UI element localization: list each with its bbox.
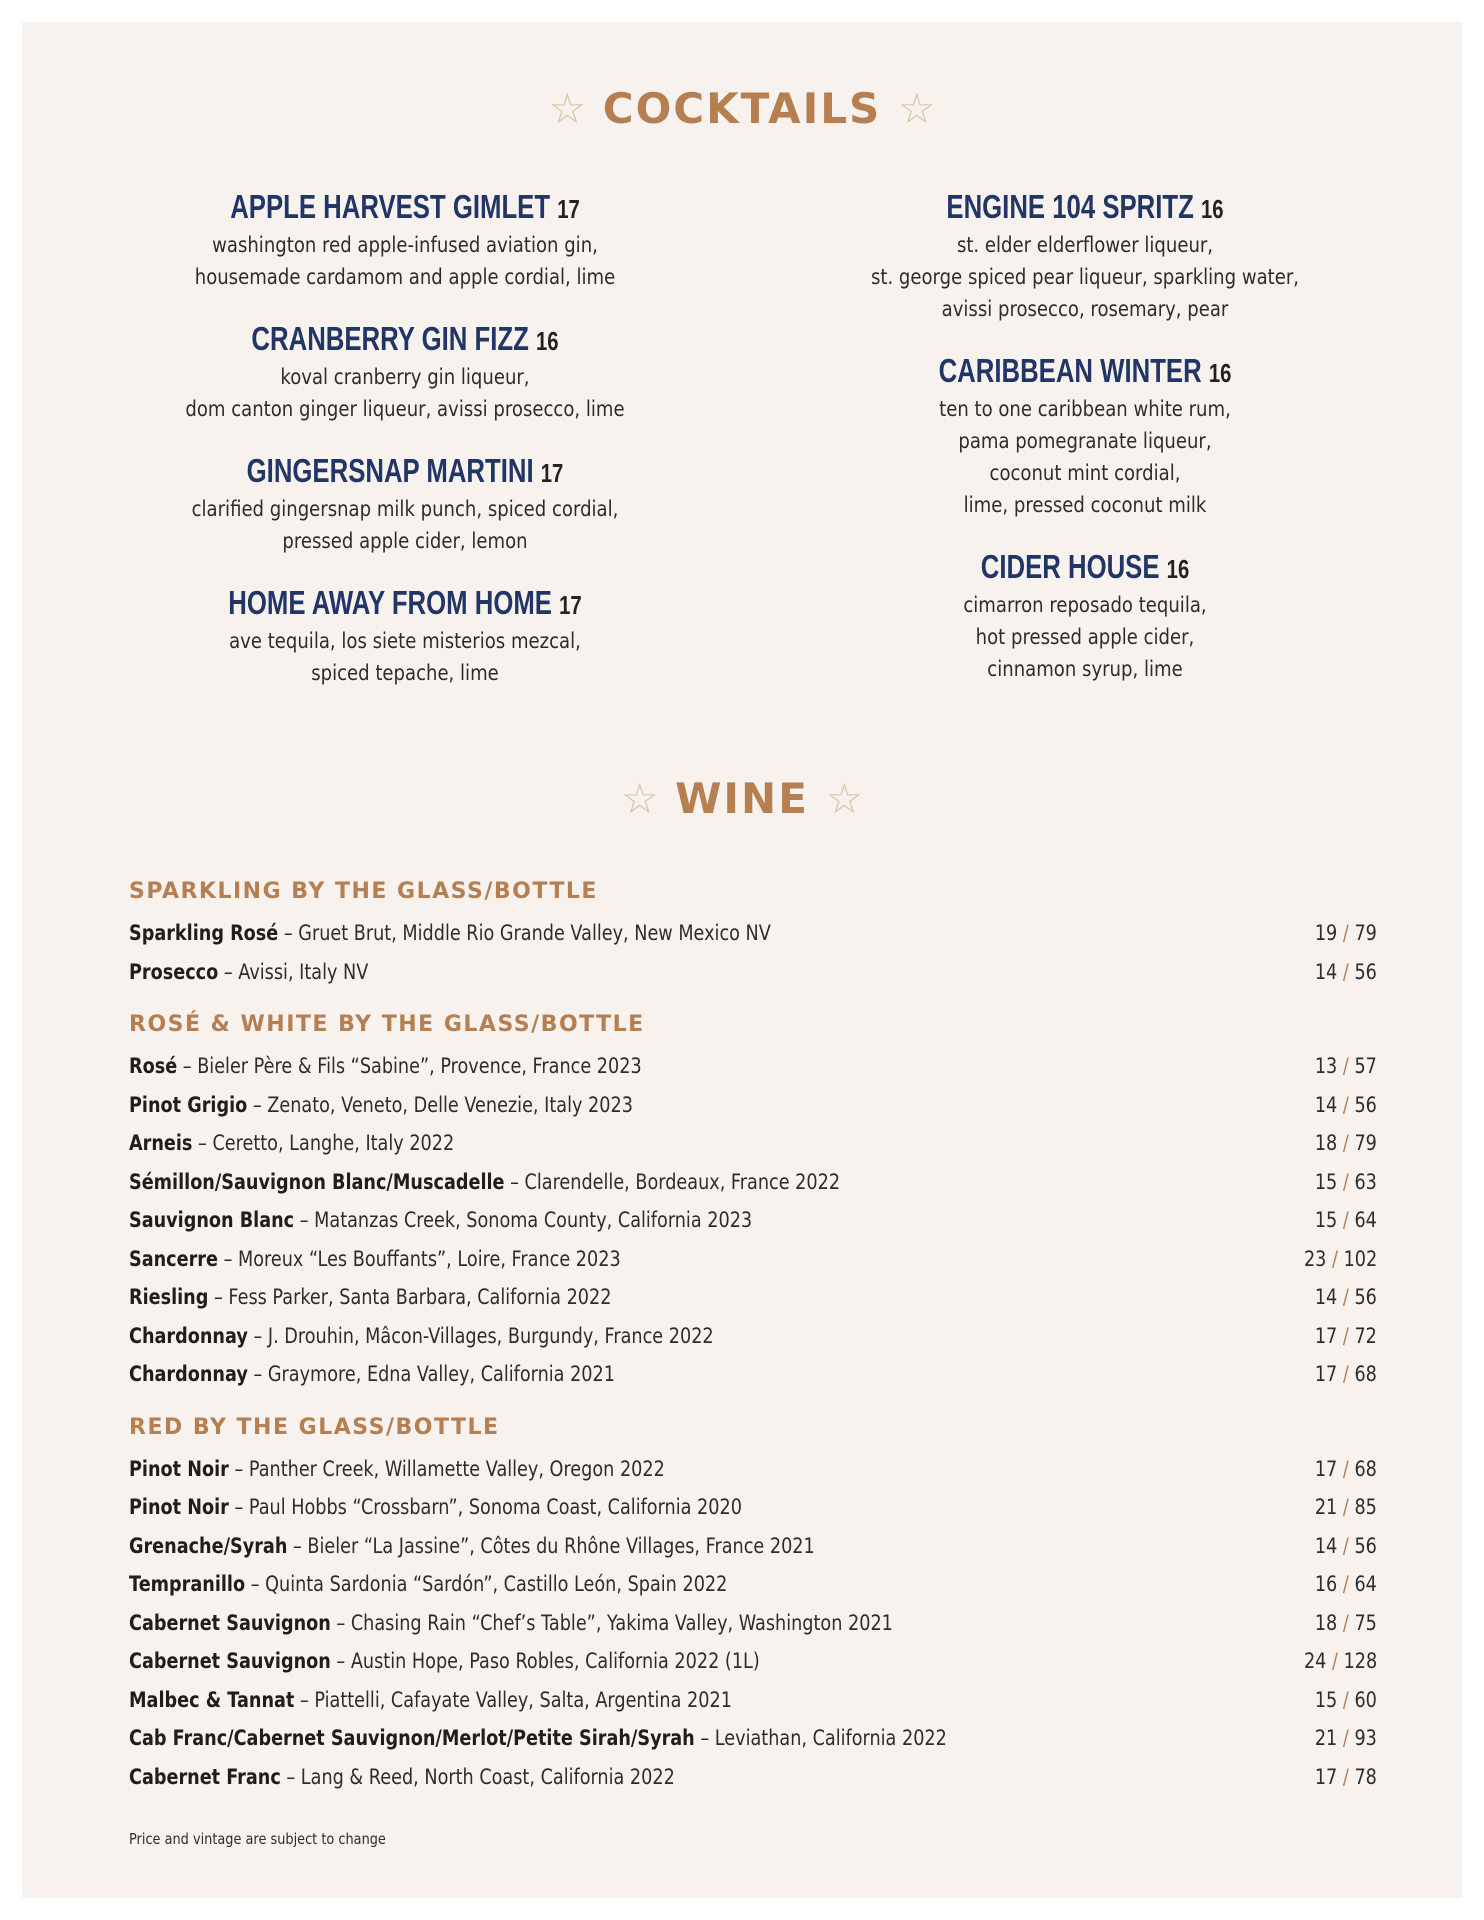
- price-separator: /: [1337, 1687, 1355, 1712]
- bottle-price: 75: [1354, 1610, 1377, 1635]
- wine-entry: [129, 1086, 633, 1125]
- cocktail-item: [125, 187, 685, 293]
- wine-price: [1315, 1124, 1377, 1163]
- wine-varietal: Grenache/Syrah: [129, 1533, 288, 1558]
- bottle-price: 102: [1343, 1246, 1377, 1271]
- wine-producer: – Piattelli, Cafayate Valley, Salta, Argentina 2021: [294, 1687, 732, 1712]
- bottle-price: 56: [1354, 1092, 1377, 1117]
- wine-producer: – Zenato, Veneto, Delle Venezie, Italy 2023: [247, 1092, 633, 1117]
- footnote: Price and vintage are subject to change: [129, 1830, 386, 1848]
- cocktails-heading: [22, 84, 1462, 133]
- wine-price: [1315, 953, 1377, 992]
- wine-list: [129, 870, 1377, 1796]
- price-separator: /: [1337, 1572, 1355, 1596]
- glass-price: 23: [1303, 1246, 1327, 1271]
- cocktail-item: [125, 451, 685, 557]
- price-separator: /: [1337, 1285, 1355, 1309]
- wine-producer: – Gruet Brut, Middle Rio Grande Valley, New Mexico NV: [278, 921, 771, 945]
- cocktail-price: 16: [536, 326, 559, 356]
- wine-row: [129, 1355, 1377, 1394]
- cocktail-item: [805, 547, 1365, 685]
- cocktail-item: [125, 583, 685, 689]
- wine-varietal: Pinot Noir: [129, 1495, 229, 1519]
- glass-price: 14: [1314, 959, 1338, 984]
- wine-entry: [129, 1278, 611, 1317]
- glass-price: 16: [1314, 1572, 1338, 1596]
- wine-entry: [129, 1450, 665, 1489]
- price-separator: /: [1337, 921, 1355, 945]
- wine-varietal: Riesling: [129, 1285, 209, 1309]
- wine-varietal: Malbec & Tannat: [129, 1687, 295, 1712]
- wine-varietal: Sauvignon Blanc: [129, 1208, 295, 1232]
- wine-varietal: Chardonnay: [129, 1362, 248, 1386]
- cocktail-description: st. elder elderflower liqueur, st. george spiced pear liqueur, sparkling water, avissi prosecco, rosemary, pear: [870, 233, 1300, 321]
- glass-price: 14: [1314, 1285, 1338, 1309]
- wine-row: [129, 1642, 1377, 1681]
- bottle-price: 60: [1354, 1687, 1377, 1712]
- wine-producer: – Lang & Reed, North Coast, California 2022: [280, 1764, 675, 1789]
- wine-varietal: Cabernet Franc: [129, 1764, 281, 1789]
- wine-producer: – Ceretto, Langhe, Italy 2022: [192, 1131, 455, 1155]
- wine-price: [1304, 1642, 1377, 1681]
- wine-varietal: Arneis: [129, 1131, 193, 1155]
- wine-entry: [129, 1240, 621, 1279]
- wine-price: [1315, 1450, 1377, 1489]
- wine-row: [129, 1565, 1377, 1604]
- wine-varietal: Cabernet Sauvignon: [129, 1649, 331, 1673]
- star-icon: ☆: [620, 774, 659, 823]
- wine-producer: – Bieler “La Jassine”, Côtes du Rhône Villages, France 2021: [287, 1533, 815, 1558]
- wine-category-heading: SPARKLING BY THE GLASS/BOTTLE: [129, 879, 598, 904]
- bottle-price: 63: [1354, 1169, 1377, 1194]
- wine-row: [129, 1086, 1377, 1125]
- bottle-price: 72: [1354, 1323, 1377, 1348]
- wine-entry: [129, 1758, 675, 1797]
- wine-title: WINE: [675, 774, 809, 823]
- bottle-price: 56: [1354, 1533, 1377, 1558]
- cocktail-price: 17: [540, 458, 564, 488]
- wine-entry: [129, 953, 368, 992]
- price-separator: /: [1337, 959, 1355, 984]
- price-separator: /: [1337, 1092, 1355, 1117]
- bottle-price: 57: [1354, 1054, 1377, 1078]
- cocktail-name: ENGINE 104 SPRITZ: [946, 188, 1194, 225]
- cocktails-title: COCKTAILS: [602, 84, 882, 133]
- bottle-price: 128: [1343, 1649, 1377, 1673]
- price-separator: /: [1337, 1208, 1355, 1232]
- cocktail-price: 16: [1201, 194, 1224, 224]
- wine-row: [129, 1758, 1377, 1797]
- wine-entry: [129, 1201, 752, 1240]
- price-separator: /: [1337, 1456, 1355, 1481]
- wine-category-heading: ROSÉ & WHITE BY THE GLASS/BOTTLE: [129, 1012, 645, 1037]
- cocktail-name: GINGERSNAP MARTINI: [246, 452, 534, 489]
- bottle-price: 56: [1354, 1285, 1377, 1309]
- star-icon: ☆: [825, 774, 864, 823]
- price-separator: /: [1337, 1764, 1355, 1789]
- wine-entry: [129, 1317, 714, 1356]
- wine-producer: – Quinta Sardonia “Sardón”, Castillo León, Spain 2022: [245, 1572, 728, 1596]
- bottle-price: 79: [1354, 1131, 1377, 1155]
- bottle-price: 93: [1354, 1726, 1377, 1750]
- wine-producer: – Chasing Rain “Chef’s Table”, Yakima Valley, Washington 2021: [330, 1610, 893, 1635]
- wine-entry: [129, 1719, 947, 1758]
- wine-price: [1315, 1201, 1377, 1240]
- cocktail-description: ave tequila, los siete misterios mezcal, spiced tepache, lime: [229, 629, 581, 685]
- glass-price: 18: [1314, 1610, 1338, 1635]
- price-separator: /: [1337, 1726, 1355, 1750]
- glass-price: 17: [1314, 1764, 1338, 1789]
- cocktails-left-column: [125, 187, 685, 715]
- cocktail-name: CARIBBEAN WINTER: [938, 352, 1202, 389]
- wine-producer: – Bieler Père & Fils “Sabine”, Provence, France 2023: [177, 1054, 642, 1078]
- wine-price: [1315, 1488, 1377, 1527]
- wine-varietal: Cab Franc/Cabernet Sauvignon/Merlot/Petite Sirah/Syrah: [129, 1726, 695, 1750]
- glass-price: 21: [1314, 1495, 1338, 1519]
- cocktail-description: clarified gingersnap milk punch, spiced cordial, pressed apple cider, lemon: [191, 497, 619, 553]
- bottle-price: 68: [1354, 1362, 1377, 1386]
- wine-row: [129, 1604, 1377, 1643]
- wine-price: [1315, 1604, 1377, 1643]
- wine-producer: – Graymore, Edna Valley, California 2021: [247, 1362, 615, 1386]
- wine-row: [129, 1450, 1377, 1489]
- wine-producer: – Avissi, Italy NV: [218, 959, 369, 984]
- wine-varietal: Pinot Grigio: [129, 1092, 248, 1117]
- bottle-price: 85: [1354, 1495, 1377, 1519]
- wine-price: [1315, 1047, 1377, 1086]
- wine-producer: – Moreux “Les Bouffants”, Loire, France 2023: [217, 1246, 621, 1271]
- price-separator: /: [1337, 1054, 1355, 1078]
- wine-producer: – Matanzas Creek, Sonoma County, California 2023: [294, 1208, 753, 1232]
- glass-price: 14: [1314, 1533, 1338, 1558]
- cocktail-description: koval cranberry gin liqueur, dom canton ginger liqueur, avissi prosecco, lime: [185, 365, 625, 421]
- wine-varietal: Pinot Noir: [129, 1456, 229, 1481]
- price-separator: /: [1337, 1131, 1355, 1155]
- wine-row: [129, 1047, 1377, 1086]
- wine-row: [129, 1681, 1377, 1720]
- wine-row: [129, 1201, 1377, 1240]
- cocktail-name: APPLE HARVEST GIMLET: [230, 188, 551, 225]
- wine-producer: – Fess Parker, Santa Barbara, California 2022: [208, 1285, 612, 1309]
- wine-varietal: Sparkling Rosé: [129, 921, 279, 945]
- wine-price: [1304, 1240, 1377, 1279]
- wine-price: [1315, 914, 1377, 953]
- glass-price: 24: [1303, 1649, 1327, 1673]
- wine-row: [129, 1488, 1377, 1527]
- wine-varietal: Sémillon/Sauvignon Blanc/Muscadelle: [129, 1169, 505, 1194]
- wine-price: [1315, 1317, 1377, 1356]
- wine-price: [1315, 1527, 1377, 1566]
- wine-row: [129, 1719, 1377, 1758]
- wine-price: [1315, 1086, 1377, 1125]
- wine-row: [129, 1124, 1377, 1163]
- wine-entry: [129, 1565, 727, 1604]
- cocktail-price: 17: [557, 194, 580, 224]
- wine-price: [1315, 1681, 1377, 1720]
- glass-price: 17: [1314, 1456, 1338, 1481]
- cocktail-price: 16: [1166, 554, 1190, 584]
- wine-varietal: Sancerre: [129, 1246, 218, 1271]
- cocktail-description: ten to one caribbean white rum, pama pomegranate liqueur, coconut mint cordial, lime, pressed coconut milk: [939, 397, 1231, 517]
- cocktails-right-column: [805, 187, 1365, 711]
- cocktail-item: [125, 319, 685, 425]
- price-separator: /: [1326, 1246, 1344, 1271]
- wine-entry: [129, 1681, 732, 1720]
- wine-row: [129, 1278, 1377, 1317]
- glass-price: 18: [1314, 1131, 1338, 1155]
- wine-price: [1315, 1758, 1377, 1797]
- glass-price: 13: [1314, 1054, 1338, 1078]
- glass-price: 15: [1314, 1687, 1338, 1712]
- cocktail-description: cimarron reposado tequila, hot pressed apple cider, cinnamon syrup, lime: [963, 593, 1207, 681]
- wine-row: [129, 953, 1377, 992]
- cocktail-price: 17: [559, 590, 582, 620]
- wine-varietal: Tempranillo: [129, 1572, 246, 1596]
- wine-row: [129, 1527, 1377, 1566]
- wine-producer: – Leviathan, California 2022: [694, 1726, 947, 1750]
- bottle-price: 79: [1354, 921, 1377, 945]
- glass-price: 21: [1314, 1726, 1338, 1750]
- wine-varietal: Prosecco: [129, 959, 219, 984]
- wine-producer: – J. Drouhin, Mâcon-Villages, Burgundy, France 2022: [247, 1323, 714, 1348]
- wine-category-heading: RED BY THE GLASS/BOTTLE: [129, 1414, 500, 1440]
- cocktail-name: CIDER HOUSE: [980, 548, 1160, 585]
- glass-price: 15: [1314, 1208, 1338, 1232]
- wine-entry: [129, 1355, 615, 1394]
- price-separator: /: [1337, 1169, 1355, 1194]
- bottle-price: 78: [1354, 1764, 1377, 1789]
- wine-entry: [129, 1642, 760, 1681]
- cocktail-name: HOME AWAY FROM HOME: [228, 584, 552, 621]
- wine-price: [1315, 1719, 1377, 1758]
- menu-page: [22, 22, 1462, 1898]
- wine-varietal: Cabernet Sauvignon: [129, 1610, 331, 1635]
- glass-price: 15: [1314, 1169, 1338, 1194]
- wine-entry: [129, 1527, 815, 1566]
- price-separator: /: [1337, 1323, 1355, 1348]
- star-icon: ☆: [897, 84, 936, 133]
- wine-varietal: Rosé: [129, 1054, 178, 1078]
- bottle-price: 64: [1354, 1572, 1377, 1596]
- wine-producer: – Panther Creek, Willamette Valley, Oregon 2022: [228, 1456, 665, 1481]
- cocktail-item: [805, 187, 1365, 325]
- wine-row: [129, 914, 1377, 953]
- wine-price: [1315, 1278, 1377, 1317]
- price-separator: /: [1337, 1495, 1355, 1519]
- wine-entry: [129, 914, 771, 953]
- star-icon: ☆: [548, 84, 587, 133]
- cocktail-item: [805, 351, 1365, 521]
- glass-price: 17: [1314, 1362, 1338, 1386]
- cocktail-price: 16: [1208, 358, 1232, 388]
- price-separator: /: [1337, 1610, 1355, 1635]
- cocktail-name: CRANBERRY GIN FIZZ: [251, 320, 529, 357]
- wine-producer: – Paul Hobbs “Crossbarn”, Sonoma Coast, California 2020: [228, 1495, 742, 1519]
- wine-row: [129, 1317, 1377, 1356]
- wine-entry: [129, 1124, 454, 1163]
- price-separator: /: [1326, 1649, 1344, 1673]
- wine-entry: [129, 1047, 642, 1086]
- bottle-price: 56: [1354, 959, 1377, 984]
- wine-entry: [129, 1488, 742, 1527]
- wine-price: [1315, 1355, 1377, 1394]
- price-separator: /: [1337, 1362, 1355, 1386]
- cocktail-description: washington red apple-infused aviation gin, housemade cardamom and apple cordial, lime: [194, 233, 616, 289]
- bottle-price: 64: [1354, 1208, 1377, 1232]
- price-separator: /: [1337, 1533, 1355, 1558]
- glass-price: 19: [1314, 921, 1338, 945]
- wine-row: [129, 1240, 1377, 1279]
- wine-price: [1315, 1163, 1377, 1202]
- wine-entry: [129, 1604, 893, 1643]
- wine-heading: [22, 774, 1462, 823]
- wine-row: [129, 1163, 1377, 1202]
- glass-price: 14: [1314, 1092, 1338, 1117]
- wine-varietal: Chardonnay: [129, 1323, 248, 1348]
- wine-price: [1315, 1565, 1377, 1604]
- bottle-price: 68: [1354, 1456, 1377, 1481]
- wine-producer: – Austin Hope, Paso Robles, California 2022 (1L): [330, 1649, 760, 1673]
- wine-entry: [129, 1163, 840, 1202]
- wine-producer: – Clarendelle, Bordeaux, France 2022: [504, 1169, 841, 1194]
- glass-price: 17: [1314, 1323, 1338, 1348]
